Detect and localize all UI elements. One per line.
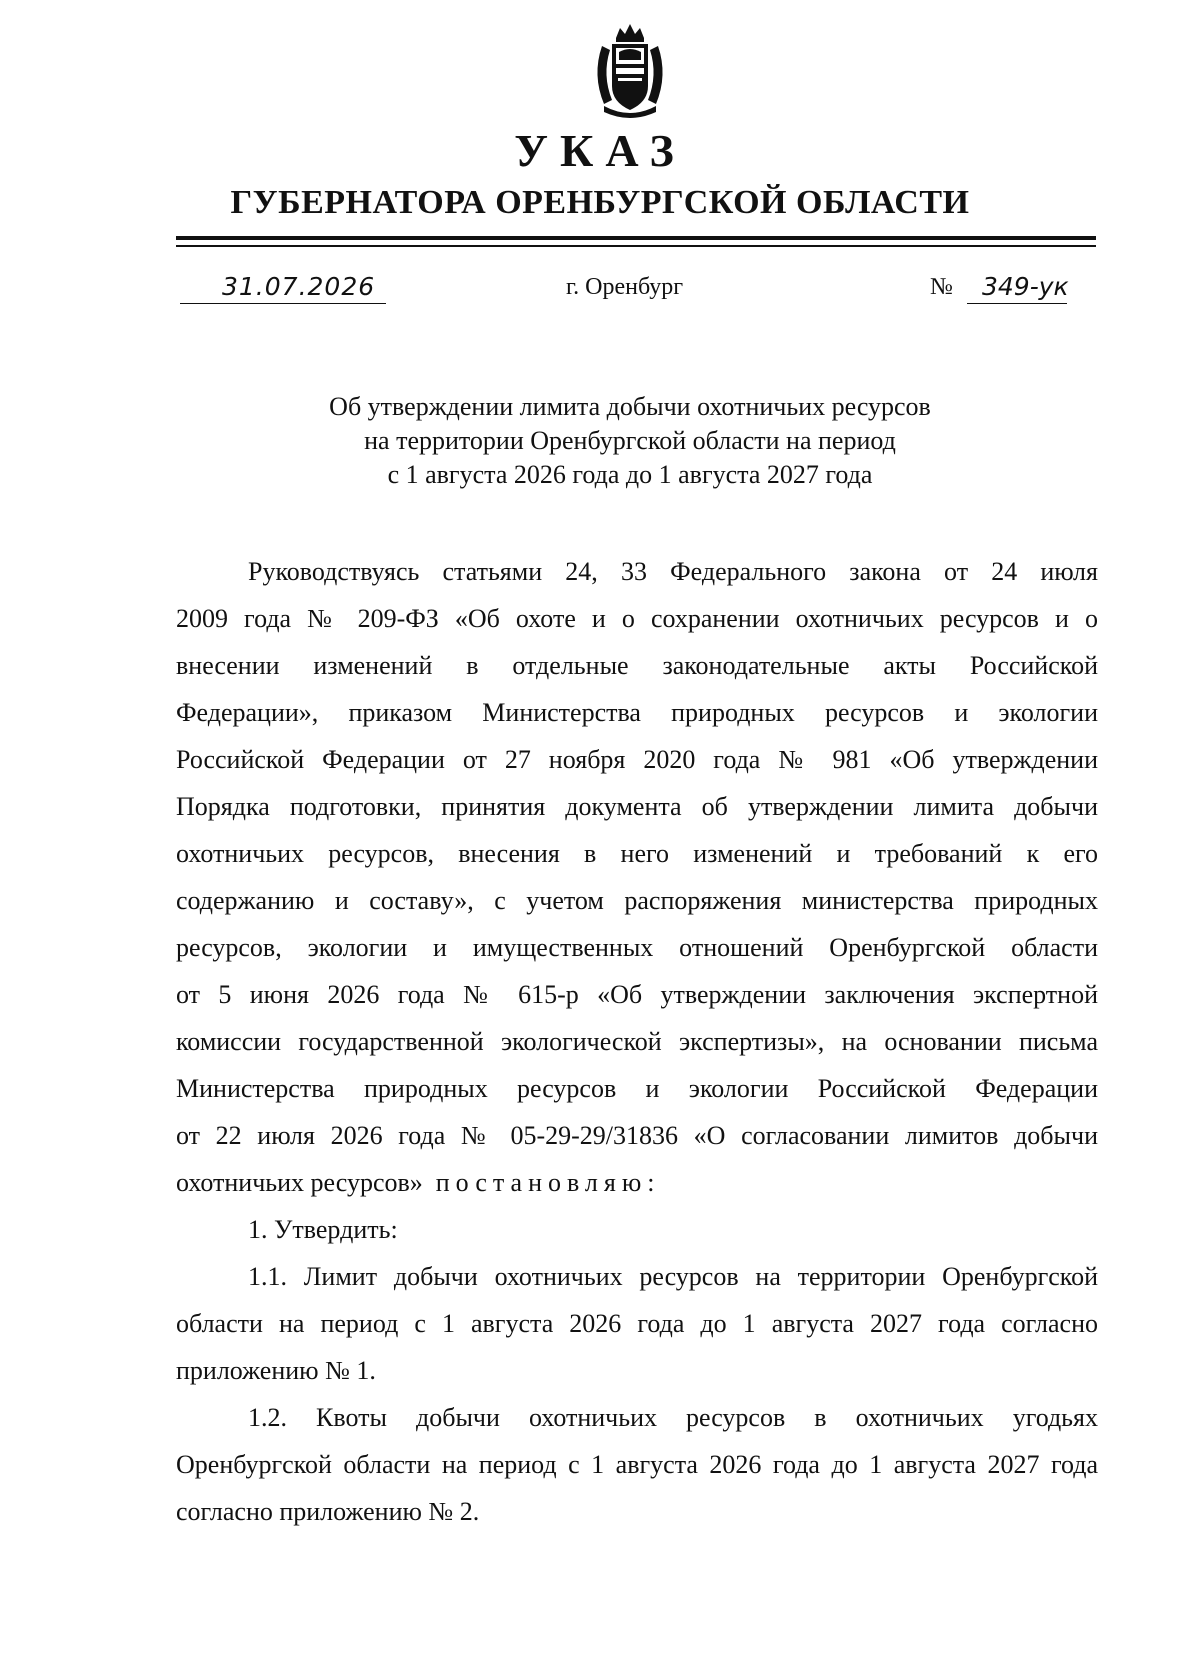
preamble-line: Федерации», приказом Министерства природных ресурсов и экологии (176, 698, 1098, 727)
preamble-line: охотничьих ресурсов, внесения в него изменений и требований к его (176, 839, 1098, 868)
coat-of-arms-emblem (582, 20, 678, 120)
preamble-line: Министерства природных ресурсов и экологии Российской Федерации (176, 1074, 1098, 1103)
item-1-2-line: Оренбургской области на период с 1 августа 2026 года до 1 августа 2027 года (176, 1450, 1098, 1479)
preamble-line: от 22 июля 2026 года № 05-29-29/31836 «О согласовании лимитов добычи (176, 1121, 1098, 1150)
date-underline (180, 303, 386, 304)
document-date: 31.07.2026 (222, 272, 376, 301)
header-rule-thin (176, 245, 1096, 247)
preamble-line: Российской Федерации от 27 ноября 2020 года № 981 «Об утверждении (176, 745, 1098, 774)
preamble-line: Порядка подготовки, принятия документа об утверждении лимита добычи (176, 792, 1098, 821)
heading-line: с 1 августа 2026 года до 1 августа 2027 года (387, 460, 873, 489)
preamble-line: ресурсов, экологии и имущественных отношений Оренбургской области (176, 933, 1098, 962)
header-rule-thick (176, 236, 1096, 240)
preamble-final-line (176, 1159, 1098, 1206)
heading-line: на территории Оренбургской области на период (364, 426, 896, 455)
preamble-line-end: охотничьих ресурсов» (176, 1168, 423, 1197)
document-heading (200, 390, 1060, 492)
document-title: УКАЗ (514, 125, 686, 176)
document-number: 349-ук (982, 272, 1069, 301)
preamble-line: Руководствуясь статьями 24, 33 Федерального закона от 24 июля (248, 557, 1098, 586)
preamble-line: содержанию и составу», с учетом распоряжения министерства природных (176, 886, 1098, 915)
item-1-1-line: 1.1. Лимит добычи охотничьих ресурсов на территории Оренбургской (248, 1262, 1098, 1291)
item-1-2-line: 1.2. Квоты добычи охотничьих ресурсов в охотничьих угодьях (248, 1403, 1098, 1432)
preamble-line: от 5 июня 2026 года № 615-р «Об утверждении заключения экспертной (176, 980, 1098, 1009)
document-subtitle: ГУБЕРНАТОРА ОРЕНБУРГСКОЙ ОБЛАСТИ (230, 184, 970, 221)
coat-of-arms-icon (582, 20, 678, 120)
preamble-line: внесении изменений в отдельные законодательные акты Российской (176, 651, 1098, 680)
number-underline (967, 303, 1067, 304)
document-city: г. Оренбург (566, 274, 684, 300)
item-1-2-line: согласно приложению № 2. (176, 1497, 480, 1526)
item-1: 1. Утвердить: (248, 1215, 398, 1244)
item-1-1-line: приложению № 1. (176, 1356, 376, 1385)
preamble-line: 2009 года № 209-ФЗ «Об охоте и о сохранении охотничьих ресурсов и о (176, 604, 1098, 633)
preamble-line: комиссии государственной экологической экспертизы», на основании письма (176, 1027, 1098, 1056)
decree-word: постановляю: (435, 1168, 661, 1197)
item-1-1-line: области на период с 1 августа 2026 года до 1 августа 2027 года согласно (176, 1309, 1098, 1338)
document-body (176, 548, 1098, 1535)
heading-line: Об утверждении лимита добычи охотничьих ресурсов (329, 392, 931, 421)
number-sign: № (930, 274, 953, 300)
